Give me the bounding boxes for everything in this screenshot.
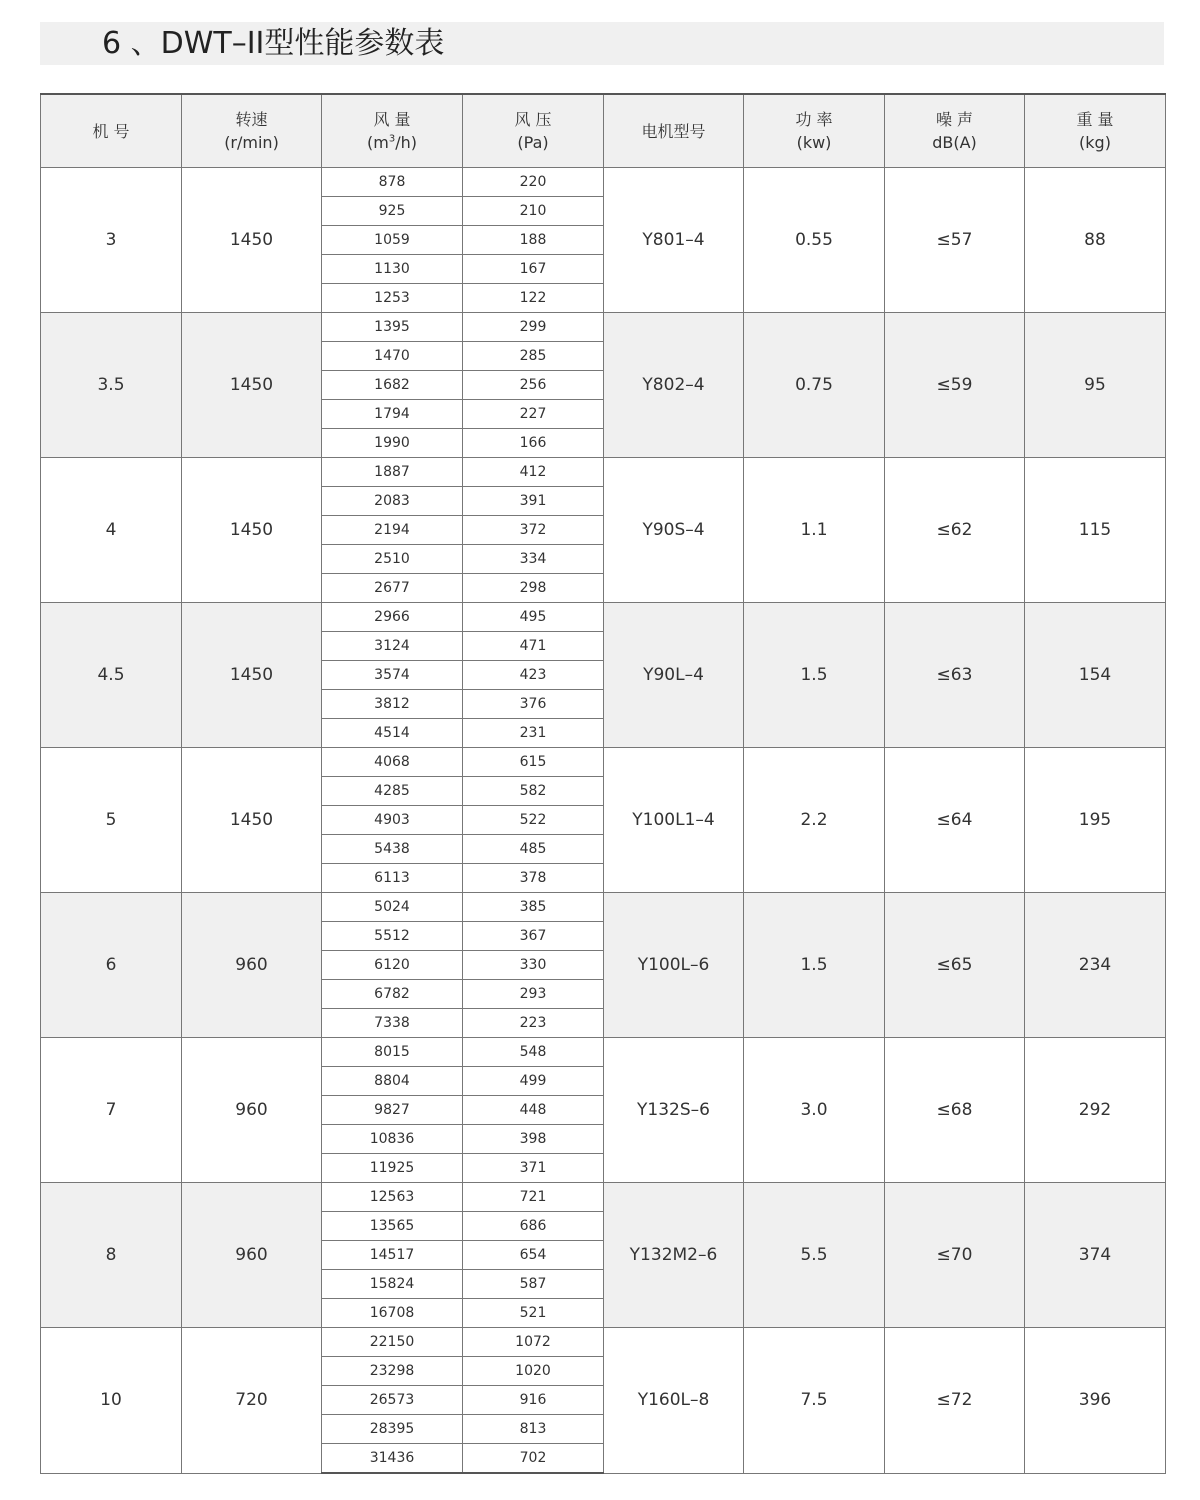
- machine-no-cell: 10: [41, 1328, 182, 1474]
- flow-cell: 12563: [322, 1183, 463, 1212]
- noise-cell: ≤68: [885, 1038, 1025, 1183]
- performance-table: [40, 93, 1166, 1474]
- noise-cell: ≤72: [885, 1328, 1025, 1474]
- header-unit: (r/min): [224, 133, 279, 152]
- motor-model-cell: Y100L–6: [604, 893, 744, 1038]
- power-cell: 0.55: [744, 168, 885, 313]
- pressure-cell: 916: [463, 1386, 604, 1415]
- pressure-cell: 220: [463, 168, 604, 197]
- power-cell: 3.0: [744, 1038, 885, 1183]
- pressure-cell: 122: [463, 284, 604, 313]
- header-cell: [322, 94, 463, 168]
- machine-no-cell: 3.5: [41, 313, 182, 458]
- machine-no-cell: 3: [41, 168, 182, 313]
- machine-no-cell: 7: [41, 1038, 182, 1183]
- pressure-cell: 1072: [463, 1328, 604, 1357]
- flow-cell: 4514: [322, 719, 463, 748]
- table-row: [41, 893, 1166, 922]
- flow-cell: 26573: [322, 1386, 463, 1415]
- motor-model-cell: Y160L–8: [604, 1328, 744, 1474]
- noise-cell: ≤70: [885, 1183, 1025, 1328]
- flow-cell: 2510: [322, 545, 463, 574]
- pressure-cell: 372: [463, 516, 604, 545]
- speed-cell: 960: [182, 1183, 322, 1328]
- table-row: [41, 458, 1166, 487]
- flow-cell: 6120: [322, 951, 463, 980]
- pressure-cell: 166: [463, 429, 604, 458]
- flow-cell: 1470: [322, 342, 463, 371]
- flow-cell: 1682: [322, 371, 463, 400]
- pressure-cell: 615: [463, 748, 604, 777]
- table-body: [41, 168, 1166, 1474]
- flow-cell: 2083: [322, 487, 463, 516]
- power-cell: 5.5: [744, 1183, 885, 1328]
- pressure-cell: 256: [463, 371, 604, 400]
- pressure-cell: 423: [463, 661, 604, 690]
- pressure-cell: 334: [463, 545, 604, 574]
- motor-model-cell: Y90S–4: [604, 458, 744, 603]
- pressure-cell: 522: [463, 806, 604, 835]
- pressure-cell: 210: [463, 197, 604, 226]
- pressure-cell: 582: [463, 777, 604, 806]
- weight-cell: 195: [1025, 748, 1166, 893]
- header-name: 风 量: [373, 110, 411, 129]
- header-unit: dB(A): [932, 133, 977, 152]
- flow-cell: 31436: [322, 1444, 463, 1474]
- pressure-cell: 587: [463, 1270, 604, 1299]
- flow-cell: 3574: [322, 661, 463, 690]
- pressure-cell: 521: [463, 1299, 604, 1328]
- weight-cell: 374: [1025, 1183, 1166, 1328]
- pressure-cell: 548: [463, 1038, 604, 1067]
- header-cell: [41, 94, 182, 168]
- pressure-cell: 471: [463, 632, 604, 661]
- pressure-cell: 813: [463, 1415, 604, 1444]
- speed-cell: 1450: [182, 748, 322, 893]
- weight-cell: 292: [1025, 1038, 1166, 1183]
- pressure-cell: 371: [463, 1154, 604, 1183]
- flow-cell: 2966: [322, 603, 463, 632]
- noise-cell: ≤57: [885, 168, 1025, 313]
- flow-cell: 878: [322, 168, 463, 197]
- table-row: [41, 1328, 1166, 1357]
- flow-cell: 28395: [322, 1415, 463, 1444]
- pressure-cell: 499: [463, 1067, 604, 1096]
- flow-cell: 11925: [322, 1154, 463, 1183]
- flow-cell: 8015: [322, 1038, 463, 1067]
- table-row: [41, 313, 1166, 342]
- pressure-cell: 188: [463, 226, 604, 255]
- header-unit: (kg): [1079, 133, 1111, 152]
- pressure-cell: 223: [463, 1009, 604, 1038]
- weight-cell: 88: [1025, 168, 1166, 313]
- flow-cell: 15824: [322, 1270, 463, 1299]
- machine-no-cell: 6: [41, 893, 182, 1038]
- flow-cell: 925: [322, 197, 463, 226]
- flow-cell: 23298: [322, 1357, 463, 1386]
- motor-model-cell: Y100L1–4: [604, 748, 744, 893]
- flow-cell: 2677: [322, 574, 463, 603]
- power-cell: 1.1: [744, 458, 885, 603]
- header-name: 转速: [235, 110, 268, 129]
- machine-no-cell: 5: [41, 748, 182, 893]
- power-cell: 1.5: [744, 603, 885, 748]
- flow-cell: 1395: [322, 313, 463, 342]
- noise-cell: ≤65: [885, 893, 1025, 1038]
- header-cell: [1025, 94, 1166, 168]
- page-title: 6 、DWT–II型性能参数表: [40, 22, 1164, 65]
- flow-cell: 16708: [322, 1299, 463, 1328]
- flow-cell: 1253: [322, 284, 463, 313]
- flow-cell: 1794: [322, 400, 463, 429]
- table-row: [41, 168, 1166, 197]
- flow-cell: 6113: [322, 864, 463, 893]
- weight-cell: 115: [1025, 458, 1166, 603]
- header-name: 功 率: [795, 110, 833, 129]
- flow-cell: 4068: [322, 748, 463, 777]
- power-cell: 2.2: [744, 748, 885, 893]
- pressure-cell: 721: [463, 1183, 604, 1212]
- machine-no-cell: 8: [41, 1183, 182, 1328]
- flow-cell: 5438: [322, 835, 463, 864]
- header-row: [41, 94, 1166, 168]
- pressure-cell: 376: [463, 690, 604, 719]
- pressure-cell: 167: [463, 255, 604, 284]
- motor-model-cell: Y90L–4: [604, 603, 744, 748]
- speed-cell: 1450: [182, 168, 322, 313]
- speed-cell: 960: [182, 893, 322, 1038]
- flow-cell: 2194: [322, 516, 463, 545]
- table-row: [41, 748, 1166, 777]
- flow-cell: 14517: [322, 1241, 463, 1270]
- motor-model-cell: Y802–4: [604, 313, 744, 458]
- pressure-cell: 485: [463, 835, 604, 864]
- pressure-cell: 1020: [463, 1357, 604, 1386]
- flow-cell: 3124: [322, 632, 463, 661]
- header-cell: [885, 94, 1025, 168]
- pressure-cell: 448: [463, 1096, 604, 1125]
- table-row: [41, 1183, 1166, 1212]
- table-row: [41, 603, 1166, 632]
- noise-cell: ≤59: [885, 313, 1025, 458]
- pressure-cell: 686: [463, 1212, 604, 1241]
- noise-cell: ≤62: [885, 458, 1025, 603]
- motor-model-cell: Y132S–6: [604, 1038, 744, 1183]
- weight-cell: 234: [1025, 893, 1166, 1038]
- flow-cell: 8804: [322, 1067, 463, 1096]
- flow-cell: 7338: [322, 1009, 463, 1038]
- flow-cell: 10836: [322, 1125, 463, 1154]
- header-name: 机 号: [92, 121, 130, 141]
- pressure-cell: 299: [463, 313, 604, 342]
- header-name: 重 量: [1076, 110, 1114, 129]
- header-cell: [182, 94, 322, 168]
- header-cell: [463, 94, 604, 168]
- pressure-cell: 654: [463, 1241, 604, 1270]
- pressure-cell: 293: [463, 980, 604, 1009]
- flow-cell: 1130: [322, 255, 463, 284]
- flow-cell: 1887: [322, 458, 463, 487]
- speed-cell: 720: [182, 1328, 322, 1474]
- speed-cell: 1450: [182, 313, 322, 458]
- header-name: 电机型号: [641, 121, 706, 141]
- flow-cell: 22150: [322, 1328, 463, 1357]
- pressure-cell: 391: [463, 487, 604, 516]
- header-unit-flow: $(m^3/h)$: [367, 133, 417, 152]
- flow-cell: 5512: [322, 922, 463, 951]
- header-unit: (Pa): [517, 133, 549, 152]
- pressure-cell: 398: [463, 1125, 604, 1154]
- weight-cell: 154: [1025, 603, 1166, 748]
- motor-model-cell: Y132M2–6: [604, 1183, 744, 1328]
- machine-no-cell: 4.5: [41, 603, 182, 748]
- flow-cell: 1990: [322, 429, 463, 458]
- noise-cell: ≤63: [885, 603, 1025, 748]
- speed-cell: 1450: [182, 458, 322, 603]
- pressure-cell: 378: [463, 864, 604, 893]
- header-name: 噪 声: [935, 110, 974, 129]
- flow-cell: 6782: [322, 980, 463, 1009]
- speed-cell: 1450: [182, 603, 322, 748]
- pressure-cell: 330: [463, 951, 604, 980]
- flow-cell: 5024: [322, 893, 463, 922]
- flow-cell: 4285: [322, 777, 463, 806]
- pressure-cell: 385: [463, 893, 604, 922]
- pressure-cell: 412: [463, 458, 604, 487]
- flow-cell: 13565: [322, 1212, 463, 1241]
- flow-cell: 9827: [322, 1096, 463, 1125]
- weight-cell: 95: [1025, 313, 1166, 458]
- pressure-cell: 298: [463, 574, 604, 603]
- pressure-cell: 231: [463, 719, 604, 748]
- header-cell: [604, 94, 744, 168]
- pressure-cell: 227: [463, 400, 604, 429]
- header-unit: (kw): [796, 133, 832, 152]
- header-cell: [744, 94, 885, 168]
- speed-cell: 960: [182, 1038, 322, 1183]
- flow-cell: 4903: [322, 806, 463, 835]
- noise-cell: ≤64: [885, 748, 1025, 893]
- header-name: 风 压: [514, 110, 552, 129]
- table-row: [41, 1038, 1166, 1067]
- power-cell: 7.5: [744, 1328, 885, 1474]
- flow-cell: 3812: [322, 690, 463, 719]
- pressure-cell: 702: [463, 1444, 604, 1474]
- power-cell: 1.5: [744, 893, 885, 1038]
- pressure-cell: 367: [463, 922, 604, 951]
- pressure-cell: 285: [463, 342, 604, 371]
- pressure-cell: 495: [463, 603, 604, 632]
- machine-no-cell: 4: [41, 458, 182, 603]
- motor-model-cell: Y801–4: [604, 168, 744, 313]
- flow-cell: 1059: [322, 226, 463, 255]
- weight-cell: 396: [1025, 1328, 1166, 1474]
- power-cell: 0.75: [744, 313, 885, 458]
